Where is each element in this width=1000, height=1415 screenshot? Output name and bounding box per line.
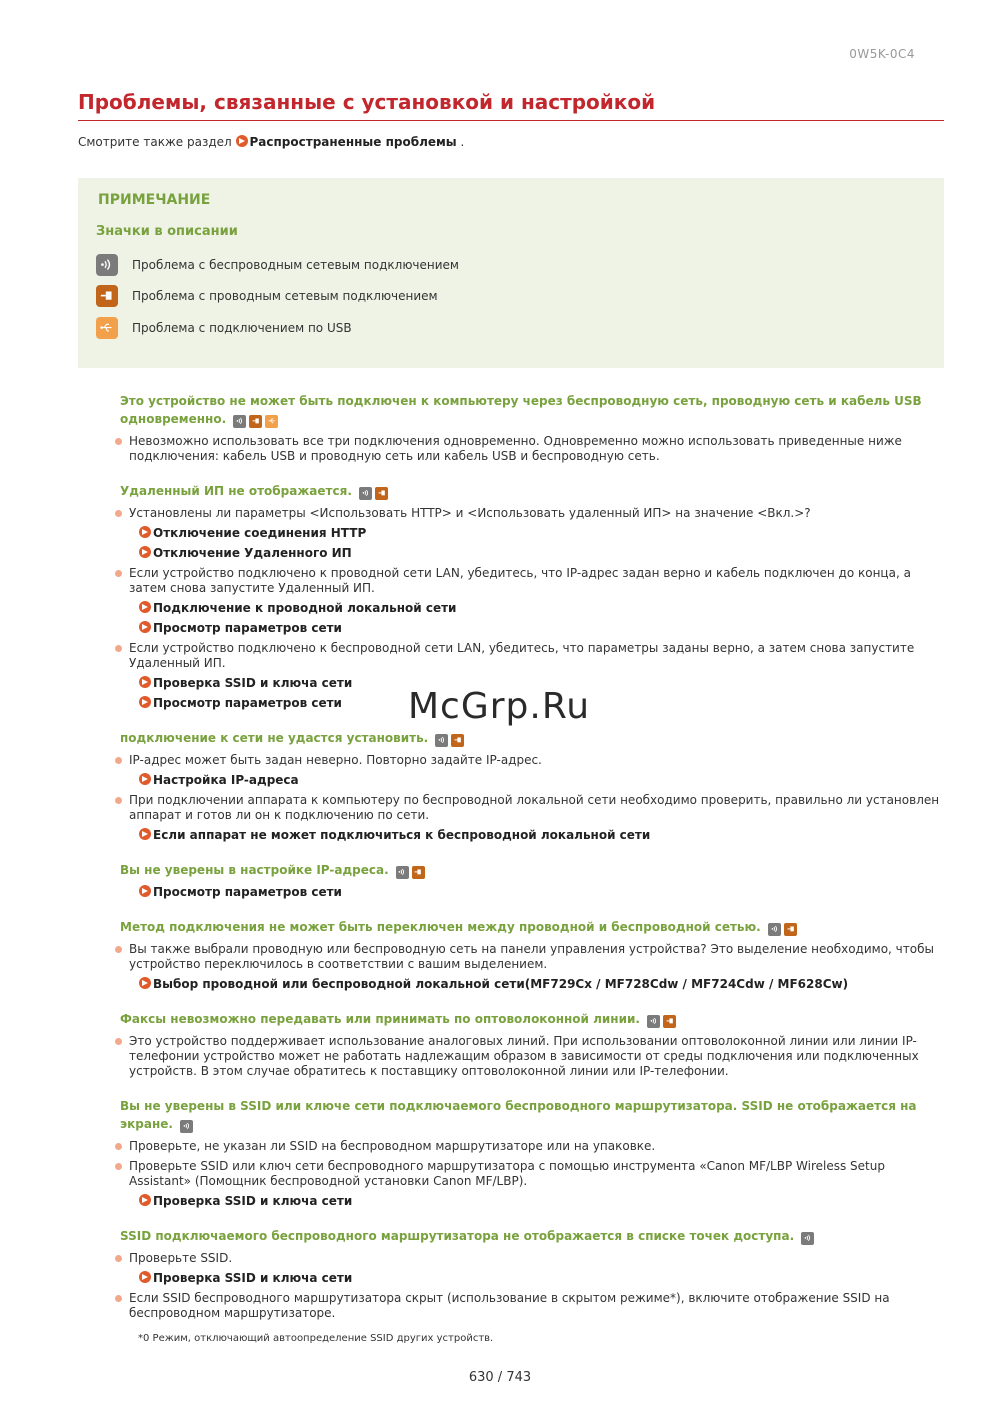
legend-wifi <box>96 254 459 276</box>
bullet-item <box>120 793 940 823</box>
legend-text: Проблема с подключением по USB <box>132 321 352 335</box>
bullet-item <box>120 1034 940 1079</box>
footnote: *0 Режим, отключающий автоопределение SSID других устройств. <box>138 1333 494 1344</box>
bullet-item <box>120 506 940 521</box>
page-title: Проблемы, связанные с установкой и настройкой <box>78 90 656 114</box>
reference-link[interactable] <box>120 773 940 788</box>
section-heading <box>120 482 940 500</box>
section-heading <box>120 1097 940 1133</box>
see-also-prefix: Смотрите также раздел <box>78 135 232 149</box>
link-arrow-icon <box>139 1271 151 1283</box>
link-arrow-icon <box>139 773 151 785</box>
section-heading-text: Метод подключения не может быть переключен между проводной и беспроводной сетью. <box>120 920 761 934</box>
bullet-text: Это устройство поддерживает использование аналоговых линий. При использовании оптоволоконной линии или линии IP-телефонии устройство может не работать надлежащим образом в зависимости от среды подключения или подключенных устройств. В этом случае обратитесь к поставщику оптоволоконной линии или IP-телефонии. <box>129 1034 919 1078</box>
bullet-item <box>120 1139 940 1154</box>
bullet-text: Если устройство подключено к проводной сети LAN, убедитесь, что IP-адрес задан верно и кабель подключен до конца, а затем снова запустите Удаленный ИП. <box>129 566 911 595</box>
wired-lan-icon <box>249 415 262 428</box>
note-box <box>78 178 944 368</box>
section-heading-text: Факсы невозможно передавать или принимать по оптоволоконной линии. <box>120 1012 640 1026</box>
link-arrow-icon <box>139 676 151 688</box>
section-heading-text: SSID подключаемого беспроводного маршрутизатора не отображается в списке точек доступа. <box>120 1229 795 1243</box>
reference-link[interactable] <box>120 546 940 561</box>
bullet-text: Невозможно использовать все три подключения одновременно. Одновременно можно использовать приведенные ниже подключения: кабель USB и проводную сеть или кабель USB и беспроводную сеть. <box>129 434 902 463</box>
bullet-text: Проверьте, не указан ли SSID на беспроводном маршрутизаторе или на упаковке. <box>129 1139 656 1153</box>
link-arrow-icon <box>236 135 248 147</box>
section-heading <box>120 1010 940 1028</box>
wifi-icon <box>435 734 448 747</box>
reference-text: Просмотр параметров сети <box>153 885 342 899</box>
bullet-text: При подключении аппарата к компьютеру по беспроводной локальной сети необходимо проверить, правильно ли установлен аппарат и готов ли он к подключению по сети. <box>129 793 940 822</box>
link-arrow-icon <box>139 621 151 633</box>
reference-link[interactable] <box>120 1271 940 1286</box>
see-also-suffix: . <box>460 135 465 149</box>
reference-text: Настройка IP-адреса <box>153 773 299 787</box>
legend-text: Проблема с беспроводным сетевым подключением <box>132 258 459 272</box>
legend-text: Проблема с проводным сетевым подключением <box>132 289 438 303</box>
bullet-item <box>120 434 940 464</box>
reference-link[interactable] <box>120 601 940 616</box>
wired-lan-icon <box>412 866 425 879</box>
reference-link[interactable] <box>120 1194 940 1209</box>
link-arrow-icon <box>139 526 151 538</box>
reference-text: Если аппарат не может подключиться к беспроводной локальной сети <box>153 828 651 842</box>
reference-link[interactable] <box>120 977 940 992</box>
note-subtitle: Значки в описании <box>96 224 238 239</box>
section-heading <box>120 1227 940 1245</box>
section-heading-text: подключение к сети не удастся установить. <box>120 731 429 745</box>
reference-text: Подключение к проводной локальной сети <box>153 601 457 615</box>
bullet-item <box>120 942 940 972</box>
link-arrow-icon <box>139 601 151 613</box>
section-heading <box>120 392 940 428</box>
page-number: 630 / 743 <box>468 1370 532 1385</box>
reference-text: Проверка SSID и ключа сети <box>153 1194 353 1208</box>
bullet-text: Проверьте SSID или ключ сети беспроводного маршрутизатора с помощью инструмента «Canon MF/LBP Wireless Setup Assistant» (Помощник беспроводной установки Canon MF/LBP). <box>129 1159 885 1188</box>
bullet-item <box>120 1291 940 1321</box>
bullet-item <box>120 641 940 671</box>
section-heading-text: Удаленный ИП не отображается. <box>120 484 352 498</box>
reference-link[interactable] <box>120 885 940 900</box>
bullet-text: Установлены ли параметры <Использовать HTTP> и <Использовать удаленный ИП> на значение <Вкл.>? <box>129 506 811 520</box>
legend-wired <box>96 285 438 307</box>
wifi-icon <box>768 923 781 936</box>
note-title: ПРИМЕЧАНИЕ <box>98 192 211 208</box>
bullet-text: Если устройство подключено к беспроводной сети LAN, убедитесь, что параметры заданы верно, а затем снова запустите Удаленный ИП. <box>129 641 915 670</box>
reference-text: Отключение соединения HTTP <box>153 526 367 540</box>
section-heading-text: Вы не уверены в настройке IP-адреса. <box>120 863 389 877</box>
bullet-text: IP-адрес может быть задан неверно. Повторно задайте IP-адрес. <box>129 753 542 767</box>
section-heading <box>120 861 940 879</box>
reference-text: Просмотр параметров сети <box>153 696 342 710</box>
bullet-item <box>120 753 940 768</box>
bullet-text: Проверьте SSID. <box>129 1251 233 1265</box>
wired-lan-icon <box>451 734 464 747</box>
bullet-item <box>120 1159 940 1189</box>
section-heading <box>120 729 940 747</box>
bullet-item <box>120 1251 940 1266</box>
wifi-icon <box>96 254 118 276</box>
legend-usb <box>96 317 352 339</box>
link-arrow-icon <box>139 696 151 708</box>
reference-text: Просмотр параметров сети <box>153 621 342 635</box>
link-arrow-icon <box>139 828 151 840</box>
wifi-icon <box>396 866 409 879</box>
bullet-text: Вы также выбрали проводную или беспроводную сеть на панели управления устройства? Это выделение необходимо, чтобы устройство переключилось в соответствии с вашим выделением. <box>129 942 934 971</box>
wifi-icon <box>801 1232 814 1245</box>
wired-lan-icon <box>375 487 388 500</box>
link-arrow-icon <box>139 977 151 989</box>
wired-lan-icon <box>663 1015 676 1028</box>
reference-text: Отключение Удаленного ИП <box>153 546 352 560</box>
usb-icon <box>96 317 118 339</box>
see-also-link[interactable]: Распространенные проблемы <box>249 135 457 149</box>
section-heading-text: Это устройство не может быть подключен к компьютеру через беспроводную сеть, проводную сеть и кабель USB одновременно. <box>120 394 922 426</box>
document-code: 0W5K-0C4 <box>849 47 915 61</box>
link-arrow-icon <box>139 1194 151 1206</box>
reference-text: Проверка SSID и ключа сети <box>153 1271 353 1285</box>
reference-link[interactable] <box>120 828 940 843</box>
wifi-icon <box>180 1120 193 1133</box>
reference-text: Проверка SSID и ключа сети <box>153 676 353 690</box>
wired-lan-icon <box>784 923 797 936</box>
wifi-icon <box>647 1015 660 1028</box>
section-heading <box>120 918 940 936</box>
wired-lan-icon <box>96 285 118 307</box>
bullet-text: Если SSID беспроводного маршрутизатора скрыт (использование в скрытом режиме*), включите отображение SSID на беспроводном маршрутизаторе. <box>129 1291 890 1320</box>
wifi-icon <box>359 487 372 500</box>
usb-icon <box>265 415 278 428</box>
section-heading-text: Вы не уверены в SSID или ключе сети подключаемого беспроводного маршрутизатора. SSID не отображается на экране. <box>120 1099 917 1131</box>
bullet-item <box>120 566 940 596</box>
reference-link[interactable] <box>120 621 940 636</box>
wifi-icon <box>233 415 246 428</box>
troubleshooting-list <box>120 392 940 1326</box>
link-arrow-icon <box>139 546 151 558</box>
title-divider <box>78 120 944 121</box>
watermark: McGrp.Ru <box>408 686 591 727</box>
reference-link[interactable] <box>120 526 940 541</box>
reference-text: Выбор проводной или беспроводной локальной сети(MF729Cx / MF728Cdw / MF724Cdw / MF628Cw) <box>153 977 849 991</box>
link-arrow-icon <box>139 885 151 897</box>
see-also <box>78 135 464 149</box>
